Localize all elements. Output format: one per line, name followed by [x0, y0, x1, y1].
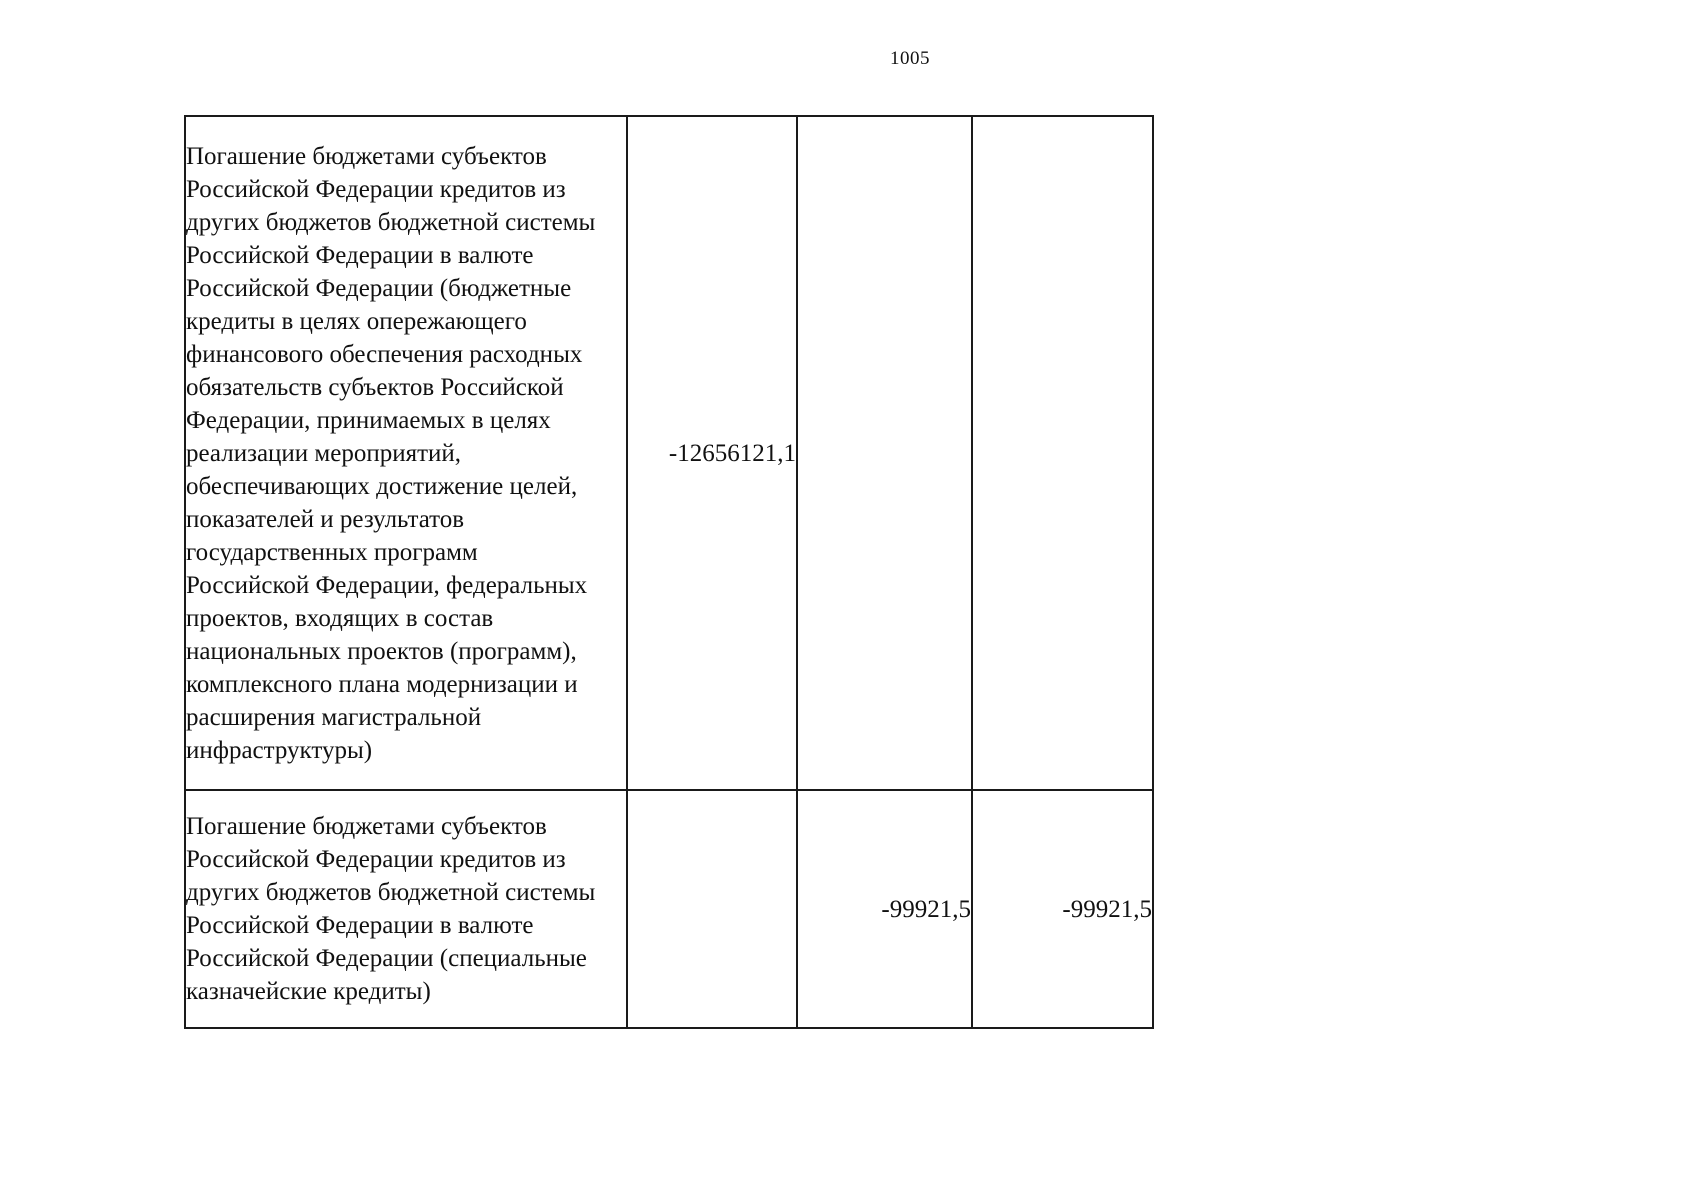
value-cell-col3 — [972, 116, 1153, 790]
value-cell-col2 — [797, 116, 972, 790]
value-cell-col1 — [627, 790, 797, 1028]
value-cell-col3: -99921,5 — [972, 790, 1153, 1028]
table-row — [185, 116, 1153, 790]
row-description-cell — [185, 790, 627, 1028]
page-number: 1005 — [890, 48, 930, 69]
row-description: Погашение бюджетами субъектов Российской Федерации кредитов из других бюджетов бюджетной системы Российской Федерации в валюте Российской Федерации (бюджетные кредиты в целях опережающего финансового обеспечения расходных обязательств субъектов Российской Федерации, принимаемых в целях реализации мероприятий, обеспечивающих достижение целей, показателей и результатов государственных программ Российской Федерации, федеральных проектов, входящих в состав национальных проектов (программ), комплексного плана модернизации и расширения магистральной инфраструктуры) — [186, 142, 596, 764]
budget-table — [184, 115, 1154, 1029]
row-description-cell — [185, 116, 627, 790]
value-cell-col2: -99921,5 — [797, 790, 972, 1028]
value-cell-col1: -12656121,1 — [627, 116, 797, 790]
row-description: Погашение бюджетами субъектов Российской Федерации кредитов из других бюджетов бюджетной системы Российской Федерации в валюте Российской Федерации (специальные казначейские кредиты) — [186, 813, 596, 1005]
table-row — [185, 790, 1153, 1028]
